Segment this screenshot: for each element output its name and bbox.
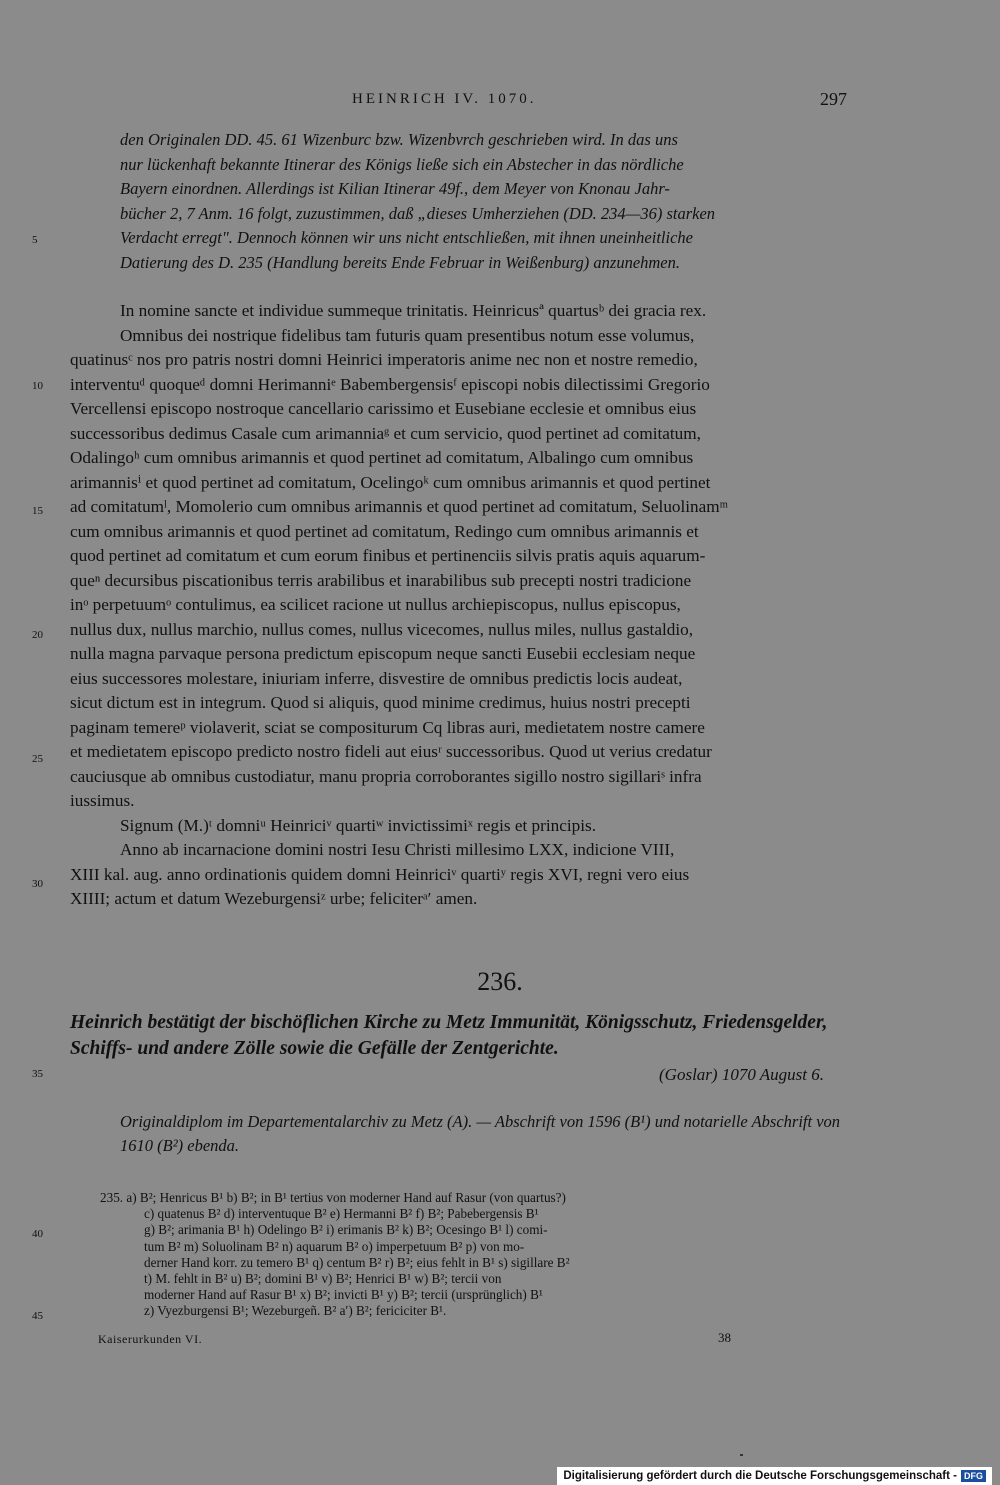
preliminary-notes <box>120 128 846 275</box>
source-note: Originaldiplom im Departementalarchiv zu Metz (A). — Abschrift von 1596 (B¹) und notarielle Abschrift von 1610 (B²) ebenda. <box>120 1112 841 1155</box>
charter-line: XIIII; actum et datum Wezeburgensiᶻ urbe; feliciterᵃ′ amen. <box>70 889 478 908</box>
charter-line: interventuᵈ quoqueᵈ domni Herimanniᵉ Babembergensisᶠ episcopi nobis dilectissimi Gregorio <box>70 374 710 394</box>
line-number: 20 <box>32 629 43 641</box>
dfg-logo-icon: DFG <box>961 1470 986 1482</box>
line-number: 25 <box>32 753 43 765</box>
apparatus-line: c) quatenus B² d) interventuque B² e) Hermanni B² f) B²; Pabebergensis B¹ <box>144 1206 539 1222</box>
regest-summary: Heinrich bestätigt der bischöflichen Kirche zu Metz Immunität, Königsschutz, Friedensgelder, Schiffs- und andere Zölle sowie die Gefälle der Zentgerichte. <box>70 1012 828 1059</box>
line-number: 40 <box>32 1228 43 1240</box>
banner-text: Digitalisierung gefördert durch die Deutsche Forschungsgemeinschaft - <box>563 1470 957 1482</box>
charter-line: Anno ab incarnacione domini nostri Iesu Christi millesimo LXX, indicione VIII, <box>120 840 675 859</box>
charter-line: arimannisⁱ et quod pertinet ad comitatum, Ocelingoᵏ cum omnibus arimannis et quod pertinet <box>70 472 711 492</box>
critical-apparatus <box>100 1190 846 1320</box>
line-number: 30 <box>32 878 43 890</box>
line-number: 15 <box>32 505 43 517</box>
charter-text <box>70 299 846 912</box>
line-number: 10 <box>32 380 43 392</box>
notes-line: Datierung des D. 235 (Handlung bereits Ende Februar in Weißenburg) anzunehmen. <box>120 252 681 272</box>
charter-line: paginam temereᵖ violaverit, sciat se compositurum Cq libras auri, medietatem nostre camere <box>70 717 705 737</box>
charter-line: nullus dux, nullus marchio, nullus comes, nullus vicecomes, nullus miles, nullus gastaldio, <box>70 619 693 639</box>
charter-line: ad comitatumˡ, Momolerio cum omnibus arimannis et quod pertinet ad comitatum, Seluolinamᵐ <box>70 497 729 516</box>
charter-line: inᵒ perpetuumᵒ contulimus, ea scilicet racione ut nullus archiepiscopus, nullus episcopus, <box>70 595 681 614</box>
charter-line: sicut dictum est in integrum. Quod si aliquis, quod minime credimus, huius nostri precepti <box>70 693 691 712</box>
line-number: 45 <box>32 1310 43 1322</box>
notes-line: nur lückenhaft bekannte Itinerar des Königs ließe sich ein Abstecher in das nördliche <box>120 154 684 174</box>
notes-line: bücher 2, 7 Anm. 16 folgt, zuzustimmen, daß „dieses Umherziehen (DD. 234—36) starken <box>120 203 716 223</box>
charter-line: successoribus dedimus Casale cum arimanniaᵍ et cum servicio, quod pertinet ad comitatum, <box>70 423 701 443</box>
signature-mark: 38 <box>718 1330 731 1345</box>
document-number: 236. <box>477 967 523 996</box>
funding-banner[interactable] <box>557 1467 992 1485</box>
charter-line: cauciusque ab omnibus custodiatur, manu propria corroborantes sigillo nostro sigillariˢ infra <box>70 766 702 786</box>
charter-line: Odalingoʰ cum omnibus arimannis et quod pertinet ad comitatum, Albalingo cum omnibus <box>70 448 694 467</box>
apparatus-line: 235. a) B²; Henricus B¹ b) B²; in B¹ tertius von moderner Hand auf Rasur (von quartus?) <box>100 1190 566 1205</box>
charter-line: quatinusᶜ nos pro patris nostri domni Heinrici imperatoris anime nec non et nostre remedio, <box>70 350 698 369</box>
document-date: (Goslar) 1070 August 6. <box>659 1065 824 1084</box>
charter-line: Omnibus dei nostrique fidelibus tam futuris quam presentibus notum esse volumus, <box>120 325 695 345</box>
apparatus-line: t) M. fehlt in B² u) B²; domini B¹ v) B²; Henrici B¹ w) B²; tercii von <box>144 1270 502 1286</box>
charter-line: iussimus. <box>70 791 135 810</box>
page-header <box>0 91 1000 113</box>
speck <box>740 1454 743 1456</box>
charter-line: XIII kal. aug. anno ordinationis quidem domni Heinriciᵛ quartiʸ regis XVI, regni vero eius <box>70 864 690 884</box>
notes-line: den Originalen DD. 45. 61 Wizenburc bzw. Wizenbvrch geschrieben wird. In das uns <box>120 130 678 149</box>
charter-line: eius successores molestare, iniuriam inferre, disvestire de omnibus predictis locis audeat, <box>70 668 683 688</box>
page-number: 297 <box>820 89 847 109</box>
apparatus-line: g) B²; arimania B¹ h) Odelingo B² i) erimanis B² k) B²; Ocesingo B¹ l) comi- <box>144 1222 548 1238</box>
charter-line: quod pertinet ad comitatum et cum eorum finibus et pertinenciis silvis pratis aquis aquarum- <box>70 546 706 565</box>
apparatus-line: tum B² m) Soluolinam B² n) aquarum B² o) imperpetuum B² p) von mo- <box>144 1238 525 1254</box>
charter-line: cum omnibus arimannis et quod pertinet ad comitatum, Redingo cum omnibus arimannis et <box>70 521 699 541</box>
apparatus-line: derner Hand korr. zu temero B¹ q) centum B² r) B²; eius fehlt in B¹ s) sigillare B² <box>144 1254 570 1270</box>
running-title: HEINRICH IV. 1070. <box>352 91 537 107</box>
line-number: 5 <box>32 234 38 246</box>
charter-line: Vercellensi episcopo nostroque cancellario carissimo et Eusebiane ecclesie et omnibus eius <box>70 399 697 418</box>
notes-line: Bayern einordnen. Allerdings ist Kilian Itinerar 49f., dem Meyer von Knonau Jahr- <box>120 179 670 198</box>
charter-line: queⁿ decursibus piscationibus terris arabilibus et inarabilibus sub precepti nostri tradicione <box>70 570 692 590</box>
apparatus-line: z) Vyezburgensi B¹; Wezeburgeñ. B² a′) B²; fericiciter B¹. <box>144 1303 447 1319</box>
charter-line: In nomine sancte et individue summeque trinitatis. Heinricusª quartusᵇ dei gracia rex. <box>120 301 707 320</box>
charter-line: Signum (M.)ᵗ domniᵘ Heinriciᵛ quartiʷ invictissimiˣ regis et principis. <box>120 815 596 835</box>
charter-line: nulla magna parvaque persona predictum episcopum neque sancti Eusebii ecclesiam neque <box>70 644 696 663</box>
charter-line: et medietatem episcopo predicto nostro fideli aut eiusʳ successoribus. Quod ut verius credatur <box>70 742 712 761</box>
book-title: Kaiserurkunden VI. <box>98 1332 203 1346</box>
line-number: 35 <box>32 1068 43 1080</box>
notes-line: Verdacht erregt". Dennoch können wir uns nicht entschließen, mit ihnen uneinheitliche <box>120 228 693 247</box>
apparatus-line: moderner Hand auf Rasur B¹ x) B²; invicti B¹ y) B²; tercii (ursprünglich) B¹ <box>144 1287 543 1303</box>
